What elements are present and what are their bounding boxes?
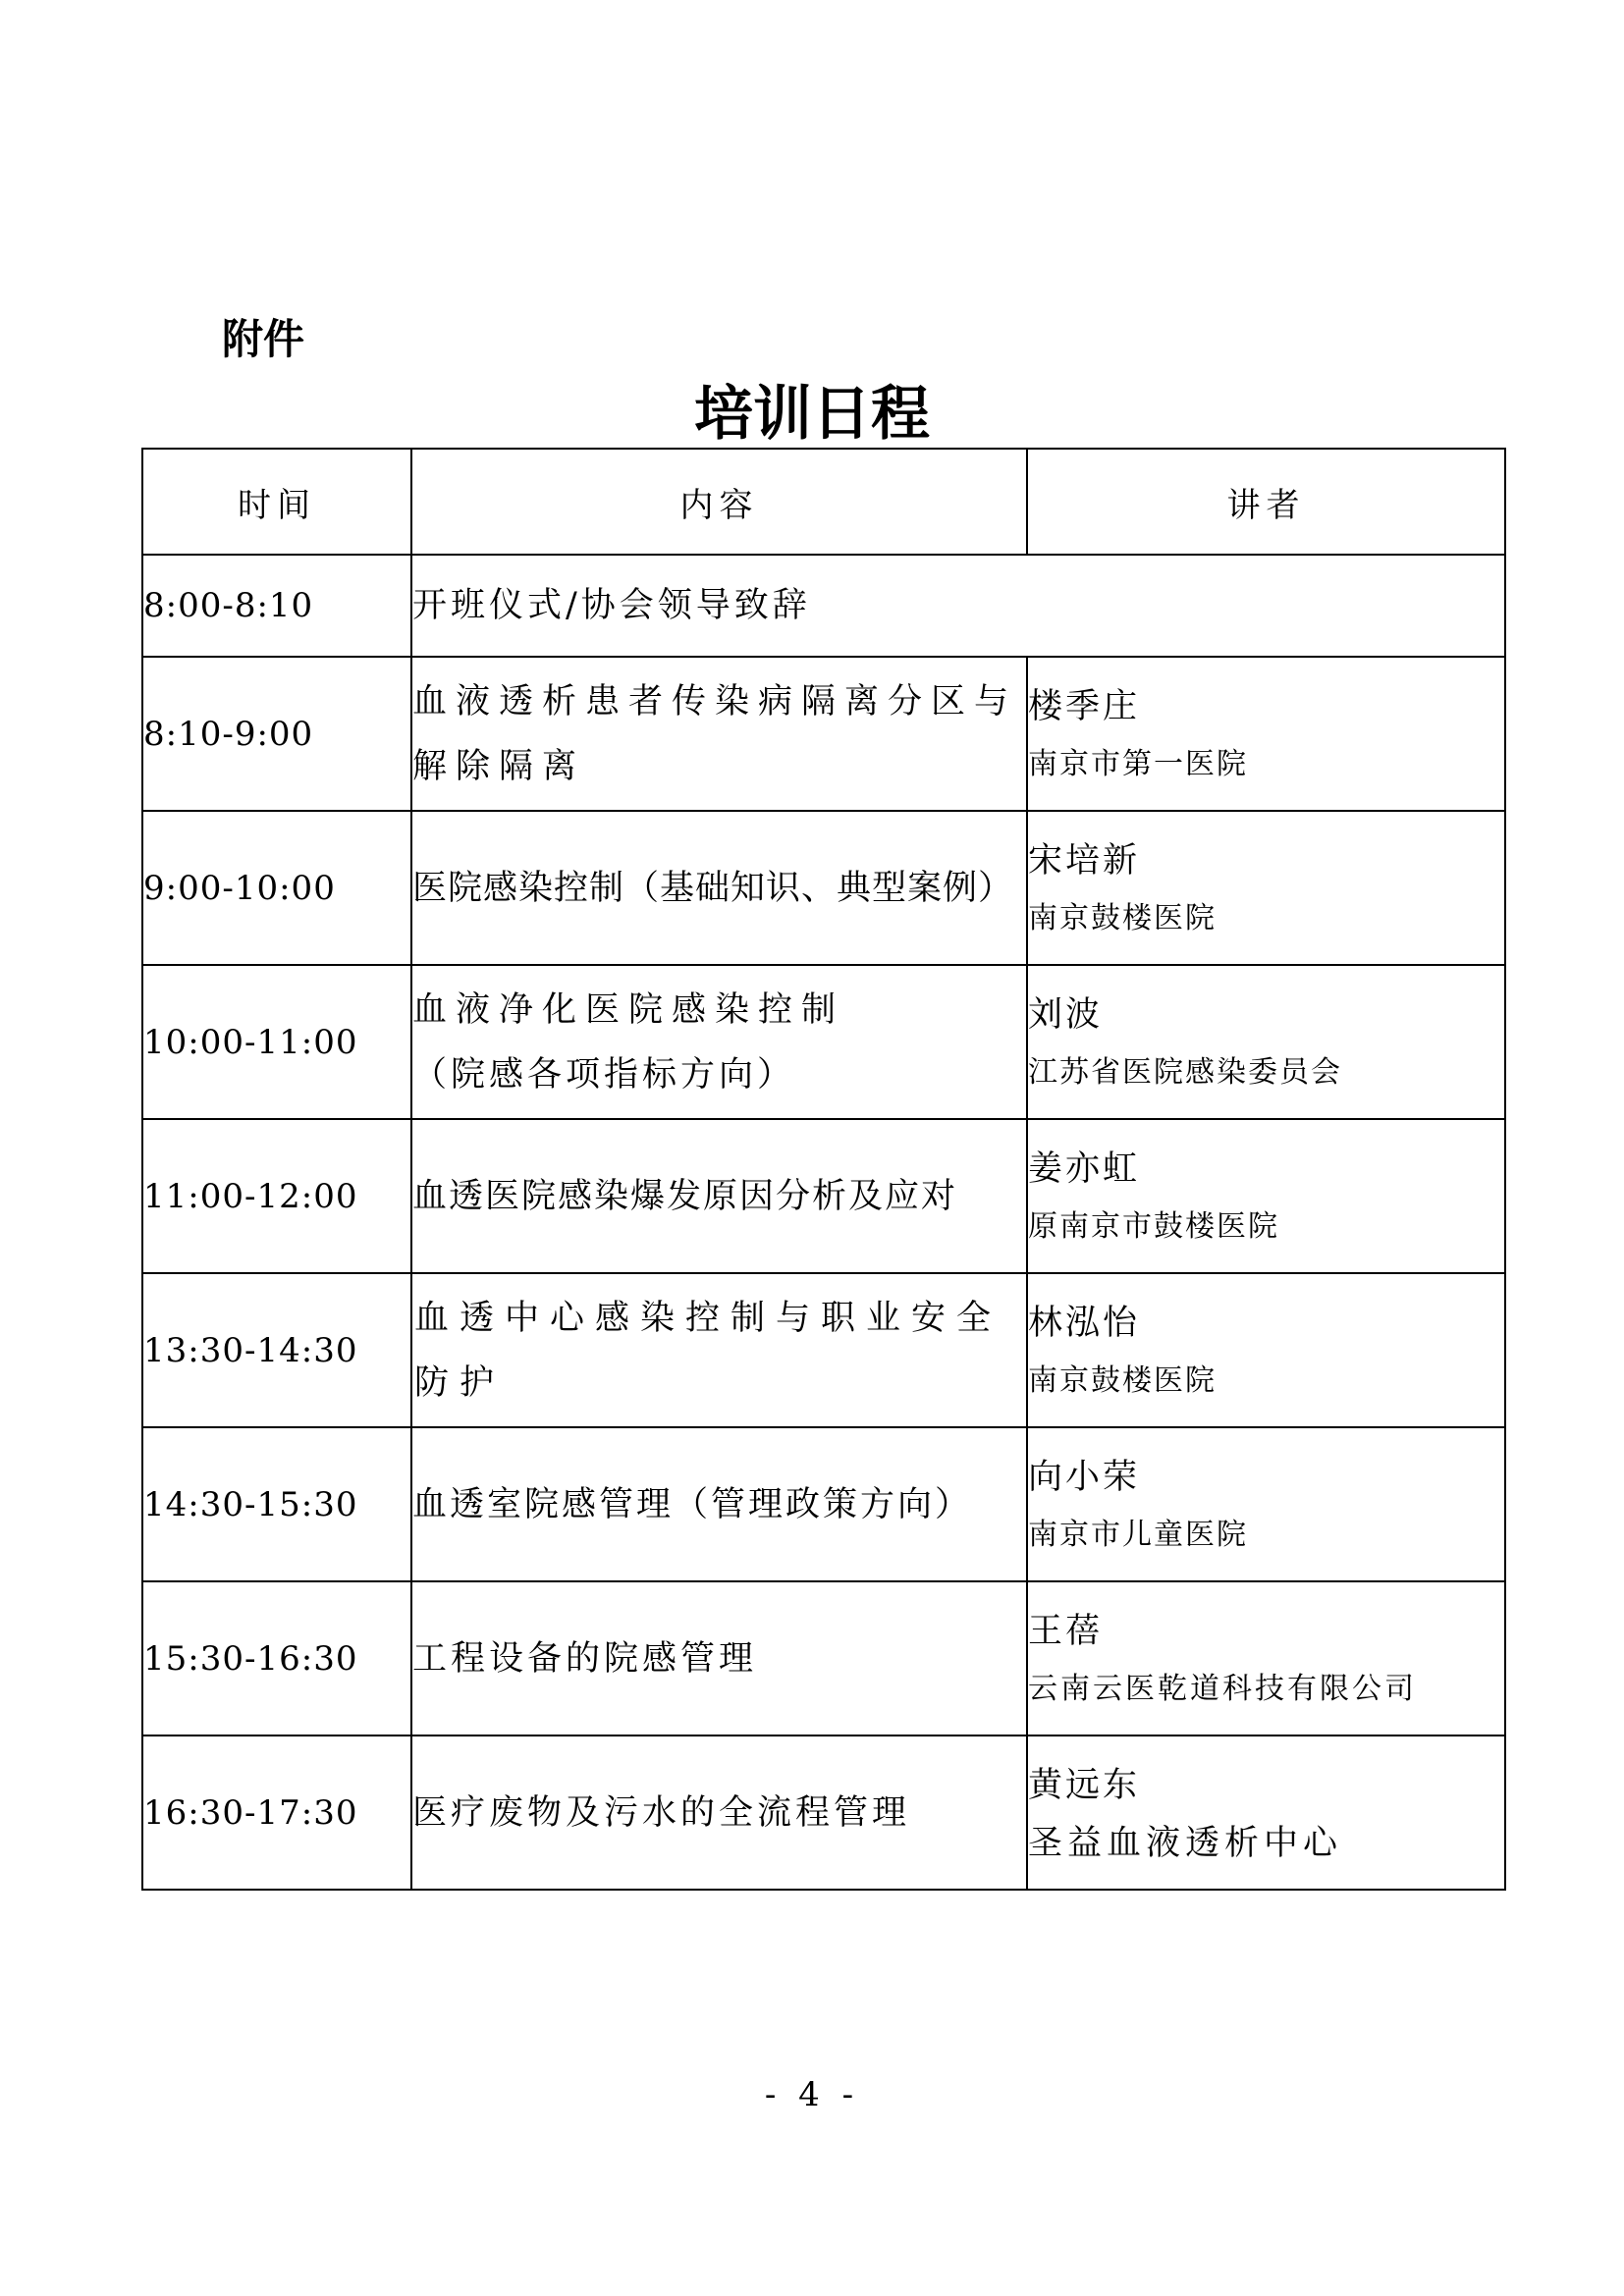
table-row [142,811,1505,965]
session-time: 15:30-16:30 [142,1581,411,1735]
attachment-label: 附件 [222,315,305,363]
table-row [142,555,1505,657]
session-content: 血透中心感染控制与职业安全防护 [411,1273,1027,1427]
speaker-name: 黄远东 [1028,1765,1141,1805]
session-time: 9:00-10:00 [142,811,411,965]
speaker-cell [1027,1581,1505,1735]
table-row [142,1735,1505,1890]
page-number: - 4 - [764,2075,860,2114]
document-title: 培训日程 [694,380,930,449]
session-content: 医院感染控制（基础知识、典型案例） [411,811,1027,965]
session-content: 开班仪式/协会领导致辞 [411,555,1505,657]
table-row [142,1427,1505,1581]
speaker-cell [1027,1273,1505,1427]
session-content: 血透医院感染爆发原因分析及应对 [411,1119,1027,1273]
speaker-cell [1027,811,1505,965]
session-content [411,965,1027,1119]
session-content: 医疗废物及污水的全流程管理 [411,1735,1027,1890]
speaker-organization: 原南京市鼓楼医院 [1028,1208,1279,1244]
speaker-organization: 南京市第一医院 [1028,746,1248,781]
session-content: 血液透析患者传染病隔离分区与解除隔离 [411,657,1027,811]
table-row [142,657,1505,811]
session-time: 8:10-9:00 [142,657,411,811]
session-content-line: （院感各项指标方向） [412,1054,796,1095]
session-content-line: 血液净化医院感染控制 [412,989,845,1030]
speaker-organization: 云南云医乾道科技有限公司 [1028,1671,1417,1706]
speaker-name: 王蓓 [1028,1611,1104,1651]
speaker-name: 楼季庄 [1028,686,1141,726]
speaker-name: 刘波 [1028,994,1104,1035]
table-header-row [142,449,1505,555]
speaker-name: 向小荣 [1028,1457,1141,1497]
speaker-organization: 南京鼓楼医院 [1028,900,1217,935]
speaker-organization: 南京鼓楼医院 [1028,1362,1217,1398]
header-time: 时间 [142,449,411,555]
speaker-name: 宋培新 [1028,840,1141,881]
header-speaker: 讲者 [1027,449,1505,555]
speaker-name: 姜亦虹 [1028,1148,1141,1189]
speaker-cell [1027,965,1505,1119]
speaker-organization: 南京市儿童医院 [1028,1517,1248,1552]
table-row [142,1581,1505,1735]
session-time: 16:30-17:30 [142,1735,411,1890]
session-time: 13:30-14:30 [142,1273,411,1427]
schedule-table [141,448,1506,1891]
header-content: 内容 [411,449,1027,555]
session-time: 11:00-12:00 [142,1119,411,1273]
speaker-cell [1027,1427,1505,1581]
session-time: 14:30-15:30 [142,1427,411,1581]
session-content: 血透室院感管理（管理政策方向） [411,1427,1027,1581]
session-time: 8:00-8:10 [142,555,411,657]
session-content: 工程设备的院感管理 [411,1581,1027,1735]
table-row [142,965,1505,1119]
table-row [142,1119,1505,1273]
session-time: 10:00-11:00 [142,965,411,1119]
speaker-cell [1027,1735,1505,1890]
speaker-cell [1027,1119,1505,1273]
speaker-cell [1027,657,1505,811]
speaker-organization: 江苏省医院感染委员会 [1028,1054,1342,1090]
speaker-organization: 圣益血液透析中心 [1028,1823,1343,1863]
speaker-name: 林泓怡 [1028,1303,1141,1343]
table-row [142,1273,1505,1427]
